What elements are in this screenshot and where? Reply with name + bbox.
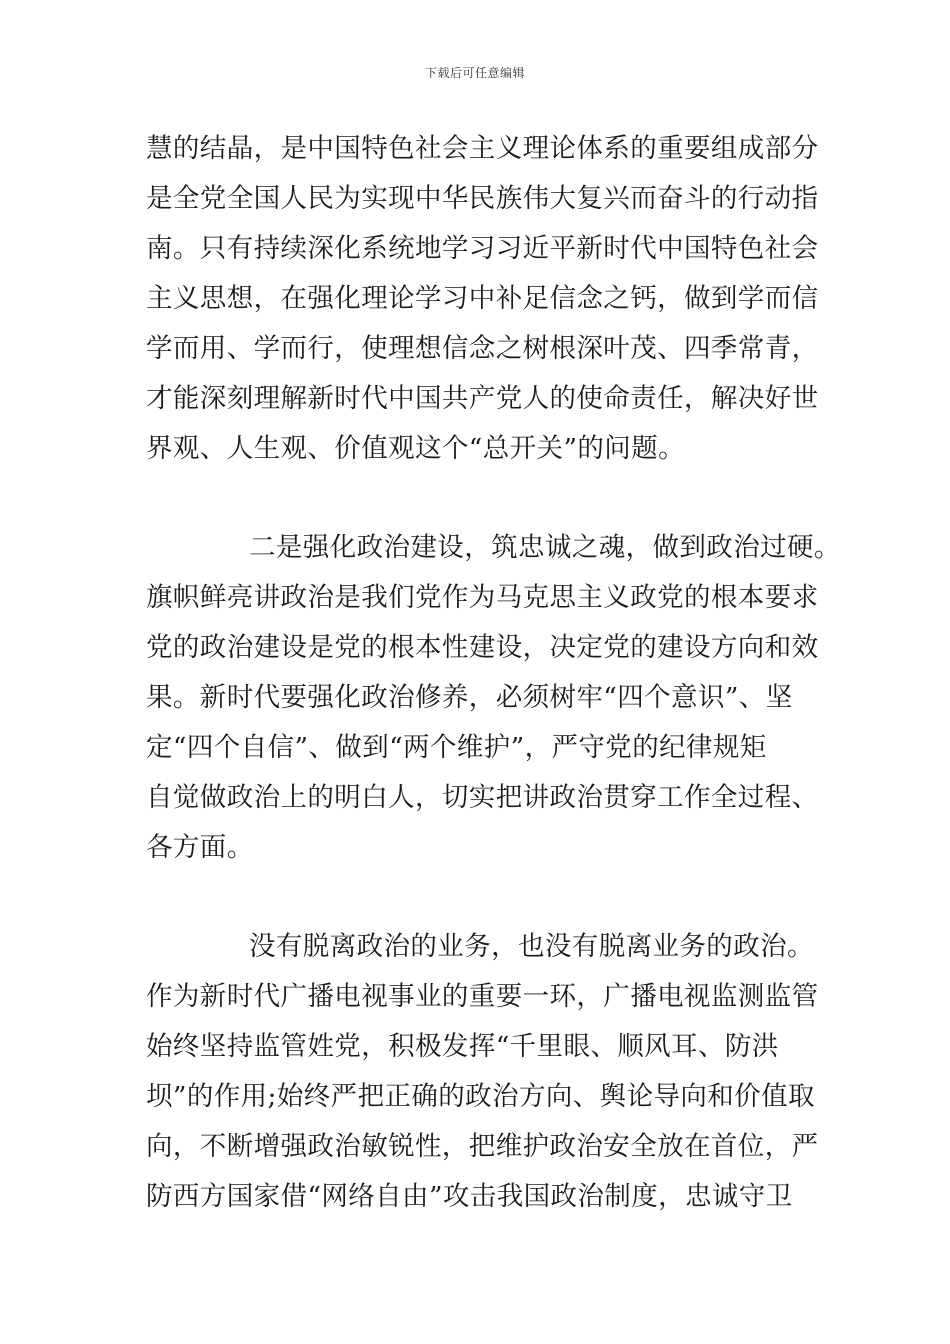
text-line: 南。只有持续深化系统地学习习近平新时代中国特色社会	[146, 233, 819, 264]
text-line: 作为新时代广播电视事业的重要一环，广播电视监测监管	[146, 981, 819, 1012]
text-line: 坝”的作用;始终严把正确的政治方向、舆论导向和价值取	[146, 1081, 815, 1112]
text-line: 自觉做政治上的明白人，切实把讲政治贯穿工作全过程、	[146, 782, 819, 813]
text-line: 学而用、学而行，使理想信念之树根深叶茂、四季常青，	[146, 333, 819, 364]
text-line: 没有脱离政治的业务，也没有脱离业务的政治。	[249, 931, 814, 962]
text-line: 防西方国家借“网络自由”攻击我国政治制度，忠诚守卫	[146, 1181, 793, 1212]
text-line: 向，不断增强政治敏锐性，把维护政治安全放在首位，严	[146, 1131, 819, 1162]
text-line: 是全党全国人民为实现中华民族伟大复兴而奋斗的行动指	[146, 183, 819, 214]
text-line: 慧的结晶，是中国特色社会主义理论体系的重要组成部分	[146, 133, 819, 164]
text-line: 主义思想，在强化理论学习中补足信念之钙，做到学而信	[146, 283, 819, 314]
text-line: 党的政治建设是党的根本性建设，决定党的建设方向和效	[146, 632, 819, 663]
text-line: 果。新时代要强化政治修养，必须树牢“四个意识”、坚	[146, 682, 793, 713]
text-line: 界观、人生观、价值观这个“总开关”的问题。	[146, 433, 685, 464]
text-line: 才能深刻理解新时代中国共产党人的使命责任，解决好世	[146, 383, 819, 414]
text-line: 旗帜鲜亮讲政治是我们党作为马克思主义政党的根本要求	[146, 582, 819, 613]
text-line: 始终坚持监管姓党，积极发挥“千里眼、顺风耳、防洪	[146, 1031, 779, 1062]
page-header: 下载后可任意编辑	[424, 66, 525, 80]
text-line: 各方面。	[146, 832, 254, 863]
text-line: 二是强化政治建设，筑忠诚之魂，做到政治过硬。	[249, 532, 841, 563]
text-line: 定“四个自信”、做到“两个维护”，严守党的纪律规矩	[146, 732, 767, 763]
